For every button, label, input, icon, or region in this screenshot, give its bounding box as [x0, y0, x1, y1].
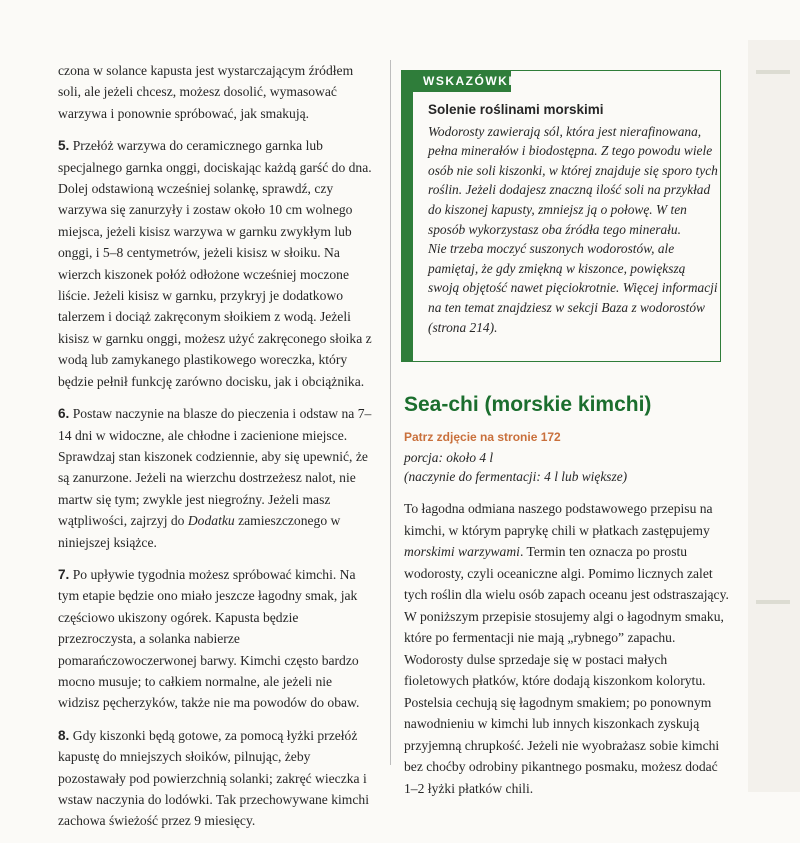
recipe-vessel: (naczynie do fermentacji: 4 l lub większe)	[404, 469, 628, 484]
step-text: Po upływie tygodnia możesz spróbować kimchi. Na tym etapie będzie ono miało jeszcze łagodny smak, jak częściowo ukiszony ogórek. Kapusta będzie przezroczysta, a solanka nabierze pomarańczowoczerwonej barwy. Kimchi często bardzo mocno musuje; to całkiem normalne, ale jeżeli nie widzisz pęcherzyków, także nie ma powodów do obaw.	[58, 566, 360, 711]
step-6	[58, 403, 376, 553]
tip-box-tag: WSKAZÓWKI	[401, 70, 511, 92]
adjacent-page-edge	[748, 40, 800, 792]
recipe-intro-text: To łagodna odmiana naszego podstawowego przepisu na kimchi, w którym paprykę chili w płatkach zastępujemy	[404, 501, 713, 538]
step-5	[58, 135, 376, 392]
tip-box-accent-bar	[401, 70, 413, 362]
paragraph-text: czona w solance kapusta jest wystarczającym źródłem soli, ale jeżeli chcesz, możesz dosolić, wymasować warzywa i ponownie spróbować, jak smakują.	[58, 63, 354, 121]
step-number: 6.	[58, 406, 70, 422]
step-number: 7.	[58, 566, 70, 582]
step-number: 8.	[58, 727, 70, 743]
tip-box-paragraph: Nie trzeba moczyć suszonych wodorostów, ale pamiętaj, że gdy zmiękną w kiszonce, powiększą swoją objętość nawet pięciokrotnie. Więcej informacji na ten temat znajdziesz w sekcji Baza z wodorostów (strona 214).	[428, 241, 718, 335]
photo-reference: Patrz zdjęcie na stronie 172	[404, 430, 561, 444]
step-text: zamieszczonego w niniejszej książce.	[58, 513, 341, 550]
step-text: Gdy kiszonki będą gotowe, za pomocą łyżki przełóż kapustę do mniejszych słoików, pilnując, żeby pozostawały pod powierzchnią solanki; zakręć wieczka i wstaw naczynia do lodówki. Tak przechowywane kimchi zachowa świeżość przez 9 miesięcy.	[58, 727, 369, 829]
tip-box-content	[428, 100, 718, 337]
step-text-emphasis: Dodatku	[187, 513, 235, 529]
step-8	[58, 725, 376, 832]
paragraph-continuation	[58, 60, 376, 124]
step-text: Przełóż warzywa do ceramicznego garnka lub specjalnego garnka onggi, dociskając każdą garść do dna. Dolej odstawioną wcześniej solankę, sprawdź, czy warzywa się zanurzyły i zostaw około 10 cm wolnego miejsca, jeżeli kisisz warzywa w garnku zwykłym lub onggi, i 5–8 centymetrów, jeżeli kisisz w słoiku. Na wierzch kiszonek połóż odłożone wcześniej moczone liście. Jeżeli kisisz w garnku, przykryj je dodatkowo talerzem i dociąż zakręconym słoikiem z wodą. Jeżeli kisisz w garnku onggi, możesz użyć zakręconego słoika z wodą lub zamykanego plastikowego woreczka, który będzie pełnił funkcję zarówno docisku, jak i obciążnika.	[58, 138, 372, 389]
recipe-portion: porcja: około 4 l	[404, 450, 494, 465]
edge-mark	[756, 70, 790, 74]
recipe-intro	[404, 498, 730, 799]
step-text: Postaw naczynie na blasze do pieczenia i odstaw na 7–14 dni w widoczne, ale chłodne i zacienione miejsce. Sprawdzaj stan kiszonek codziennie, aby się upewnić, że są zanurzone. Jeżeli na wierzchu dostrzeżesz nalot, nie martw się tym; zwykle jest niegroźny. Jeżeli masz wątpliwości, zajrzyj do	[58, 406, 372, 529]
edge-mark	[756, 600, 790, 604]
step-number: 5.	[58, 138, 70, 154]
recipe-title: Sea-chi (morskie kimchi)	[404, 393, 652, 416]
step-7	[58, 564, 376, 714]
left-column	[58, 60, 376, 843]
column-divider	[390, 60, 391, 765]
tip-box-title: Solenie roślinami morskimi	[428, 102, 604, 117]
recipe-section	[404, 392, 730, 799]
recipe-intro-text: . Termin ten oznacza po prostu wodorosty, czyli oceaniczne algi. Pomimo licznych zalet tych roślin dla wielu osób zapach oceanu jest odstraszający. W poniższym przepisie stosujemy algi o łagodnym smaku, które po fermentacji nie mają „rybnego” zapachu. Wodorosty dulse sprzedaje się w postaci małych fioletowych płatków, które dodają kiszonkom kolorytu. Postelsia cechują się łagodnym smakiem; po ponownym nawodnieniu w kimchi lub innych kiszonkach zyskują przyjemną chrupkość. Jeżeli nie wyobrażasz sobie kimchi bez choćby odrobiny pikantnego posmaku, możesz dodać 1–2 łyżki płatków chili.	[404, 544, 729, 796]
recipe-intro-emphasis: morskimi warzywami	[404, 544, 520, 559]
tip-box-paragraph: Wodorosty zawierają sól, która jest nierafinowana, pełna minerałów i biodostępna. Z tego powodu wiele osób nie soli kiszonki, w której znajduje się sporo tych roślin. Jeżeli dodajesz znaczną ilość soli na przykład do kiszonej kapusty, zmniejsz ją o połowę. W ten sposób wykorzystasz oba źródła tego minerału.	[428, 123, 718, 237]
